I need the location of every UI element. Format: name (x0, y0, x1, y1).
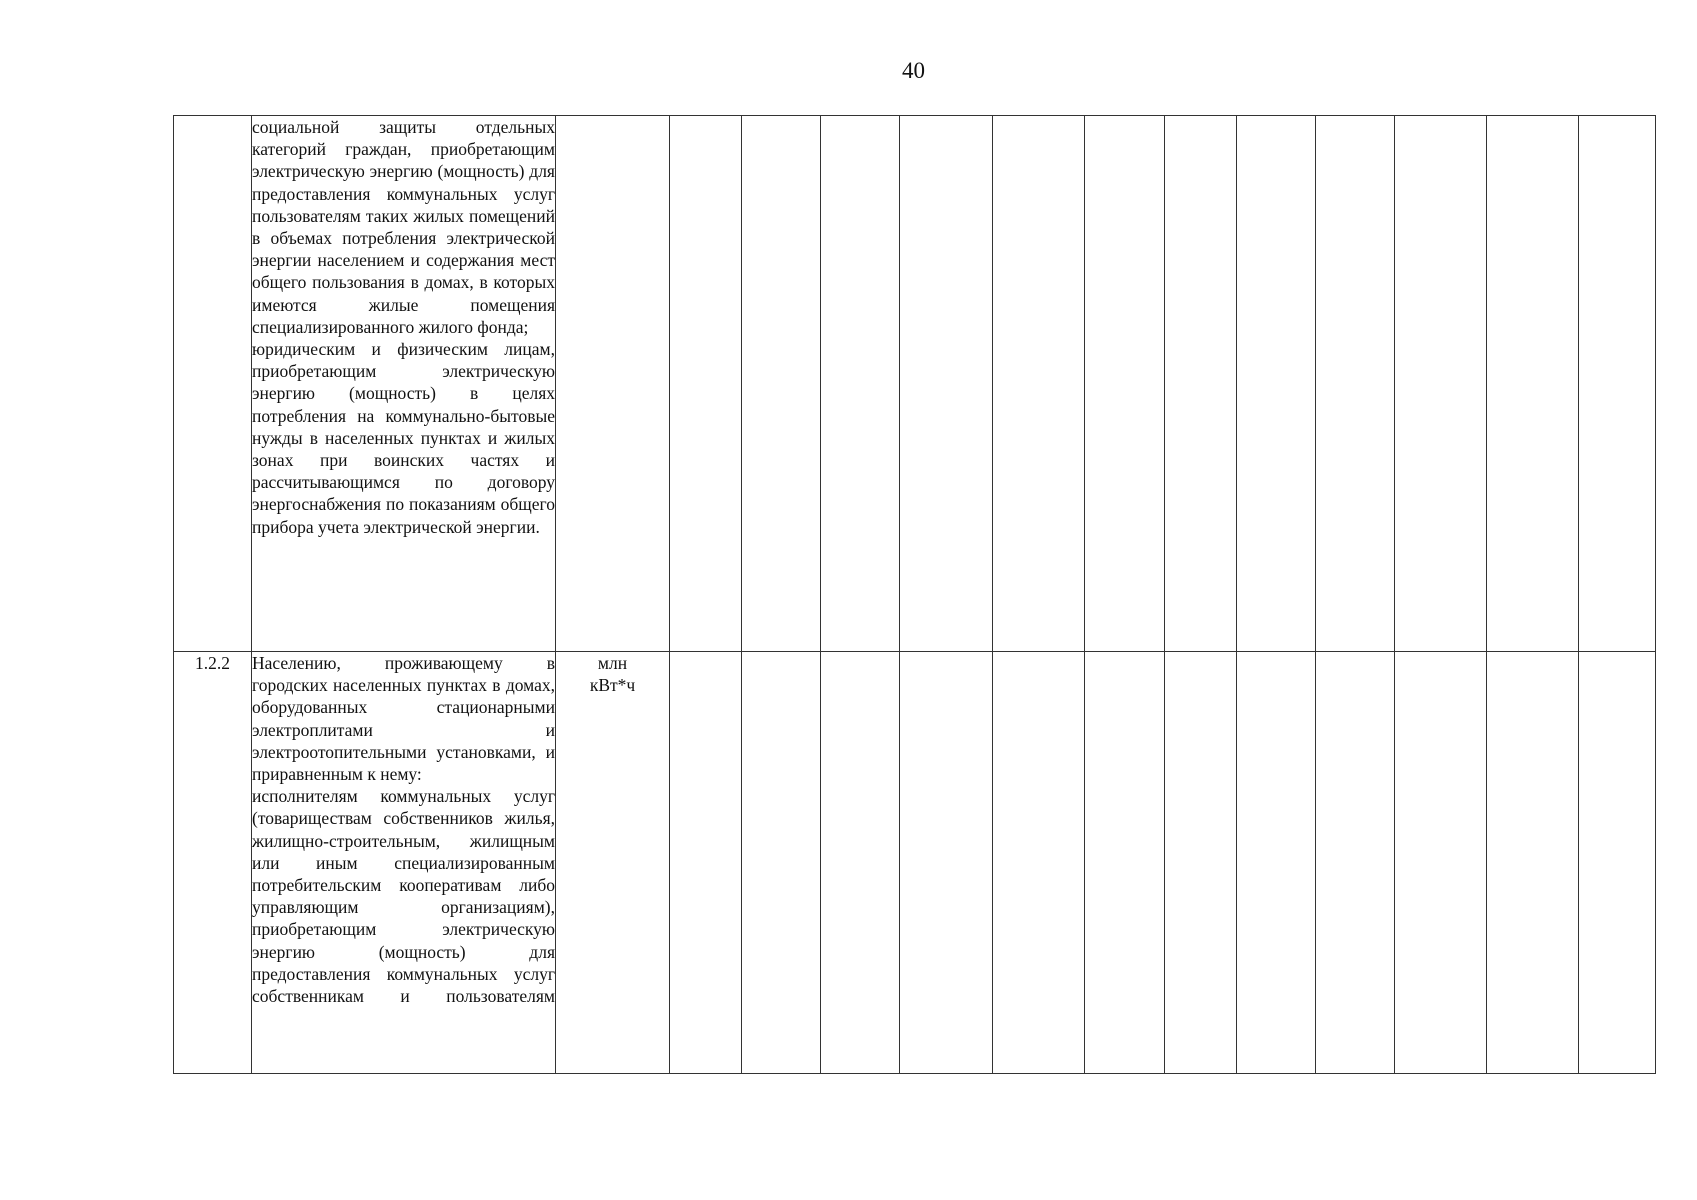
unit-cell (556, 652, 670, 1074)
empty-cell (993, 652, 1085, 1074)
paragraph: социальной защиты отдельных категорий граждан, приобретающим электрическую энергию (мощность) для предоставления коммунальных услуг пользователям таких жилых помещений в объемах потребления электрической энергии населением и содержания мест общего пользования в домах, в которых имеются жилые помещения специализированного жилого фонда; (252, 117, 555, 337)
paragraph: Населению, проживающему в городских населенных пунктах в домах, оборудованных стационарными электроплитами и электроотопительными установками, и приравненным к нему: (252, 653, 555, 785)
empty-cell (1395, 652, 1487, 1074)
empty-cell (670, 116, 742, 652)
unit-line: кВт*ч (589, 675, 636, 696)
empty-cell (742, 116, 821, 652)
row-code (174, 116, 252, 652)
empty-cell (993, 116, 1085, 652)
empty-cell (670, 652, 742, 1074)
empty-cell (821, 652, 900, 1074)
empty-cell (742, 652, 821, 1074)
empty-cell (1165, 116, 1237, 652)
paragraph: исполнителям коммунальных услуг (товариществам собственников жилья, жилищно-строительным, жилищным или иным специализированным потребительским кооперативам либо управляющим организациям), приобретающим электрическую энергию (мощность) для предоставления коммунальных услуг собственникам и пользователям (252, 786, 555, 1007)
empty-cell (821, 116, 900, 652)
empty-cell (1579, 116, 1656, 652)
empty-cell (900, 652, 993, 1074)
unit-line: млн (597, 653, 628, 673)
empty-cell (900, 116, 993, 652)
empty-cell (1395, 116, 1487, 652)
empty-cell (1237, 116, 1316, 652)
empty-cell (1579, 652, 1656, 1074)
row-description (252, 116, 556, 652)
data-table (173, 115, 1656, 1074)
row-description (252, 652, 556, 1074)
empty-cell (1487, 652, 1579, 1074)
empty-cell (1237, 652, 1316, 1074)
empty-cell (1085, 116, 1165, 652)
unit-cell (556, 116, 670, 652)
empty-cell (1165, 652, 1237, 1074)
table-row (174, 652, 1656, 1074)
paragraph: юридическим и физическим лицам, приобретающим электрическую энергию (мощность) в целях потребления на коммунально-бытовые нужды в населенных пунктах и жилых зонах при воинских частях и рассчитывающимся по договору энергоснабжения по показаниям общего прибора учета электрической энергии. (252, 339, 555, 537)
table-row (174, 116, 1656, 652)
page-number: 40 (902, 58, 925, 83)
empty-cell (1316, 116, 1395, 652)
empty-cell (1487, 116, 1579, 652)
row-code: 1.2.2 (174, 652, 252, 1074)
empty-cell (1316, 652, 1395, 1074)
empty-cell (1085, 652, 1165, 1074)
